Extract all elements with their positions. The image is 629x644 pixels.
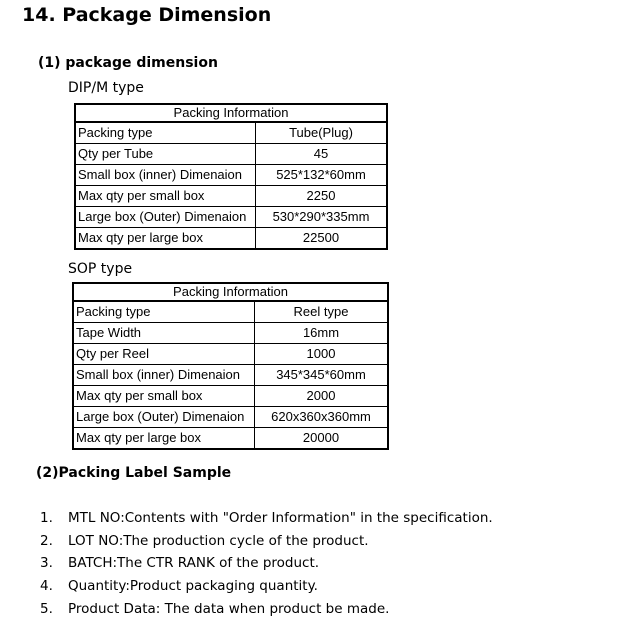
table-row (74, 407, 388, 428)
dip-row-key: Max qty per small box (76, 186, 256, 207)
sop-row-value: 620x360x360mm (255, 407, 388, 428)
list-item-number: 5. (40, 600, 53, 617)
section-title: 14. Package Dimension (22, 4, 272, 26)
sop-row-value: 2000 (255, 386, 388, 407)
table-row (74, 428, 388, 449)
dip-row-value: 22500 (256, 228, 387, 249)
dip-row-key: Qty per Tube (76, 144, 256, 165)
table-row (76, 228, 387, 249)
sop-row-key: Tape Width (74, 323, 255, 344)
dip-row-key: Small box (inner) Dimenaion (76, 165, 256, 186)
sop-row-key: Small box (inner) Dimenaion (74, 365, 255, 386)
list-item (40, 507, 493, 530)
table-row (76, 207, 387, 228)
table-row (74, 344, 388, 365)
dip-row-key: Large box (Outer) Dimenaion (76, 207, 256, 228)
list-item-text: BATCH:The CTR RANK of the product. (68, 555, 320, 572)
sop-row-key: Max qty per small box (74, 386, 255, 407)
table-row (76, 122, 387, 144)
dip-row-value: Tube(Plug) (256, 122, 387, 144)
dip-packing-table (75, 104, 387, 249)
dip-row-value: 45 (256, 144, 387, 165)
sop-row-value: 345*345*60mm (255, 365, 388, 386)
table-row (76, 186, 387, 207)
sop-row-key: Max qty per large box (74, 428, 255, 449)
dip-row-value: 2250 (256, 186, 387, 207)
label-sample-heading: (2)Packing Label Sample (36, 465, 232, 481)
list-item-text: MTL NO:Contents with "Order Information" in the specification. (68, 510, 493, 526)
sop-row-key: Large box (Outer) Dimenaion (74, 407, 255, 428)
table-row (74, 323, 388, 344)
list-item (40, 575, 493, 598)
list-item-text: LOT NO:The production cycle of the product. (68, 532, 369, 549)
dip-row-key: Max qty per large box (76, 228, 256, 249)
sop-row-key: Packing type (74, 301, 255, 323)
table-row (74, 301, 388, 323)
list-item-text: Quantity:Product packaging quantity. (68, 578, 318, 595)
list-item-number: 1. (40, 510, 53, 526)
list-item-number: 4. (40, 578, 53, 595)
list-item (40, 598, 493, 621)
dip-row-value: 525*132*60mm (256, 165, 387, 186)
list-item-number: 2. (40, 532, 53, 549)
label-sample-list (40, 507, 493, 620)
sop-row-value: 20000 (255, 428, 388, 449)
list-item (40, 530, 493, 553)
sop-row-value: 16mm (255, 323, 388, 344)
dip-row-value: 530*290*335mm (256, 207, 387, 228)
table-row (74, 365, 388, 386)
sop-type-label: SOP type (68, 261, 133, 277)
sop-row-value: Reel type (255, 301, 388, 323)
dip-table-title: Packing Information (76, 105, 387, 123)
sop-packing-table (73, 283, 388, 449)
sop-row-value: 1000 (255, 344, 388, 365)
table-row (74, 386, 388, 407)
sop-table-title: Packing Information (74, 284, 388, 302)
sop-row-key: Qty per Reel (74, 344, 255, 365)
list-item-number: 3. (40, 555, 53, 572)
dip-type-label: DIP/M type (68, 80, 144, 96)
dip-row-key: Packing type (76, 122, 256, 144)
table-row (76, 144, 387, 165)
package-dimension-heading: (1) package dimension (38, 55, 218, 71)
list-item-text: Product Data: The data when product be made. (68, 600, 390, 617)
list-item (40, 552, 493, 575)
table-row (76, 165, 387, 186)
